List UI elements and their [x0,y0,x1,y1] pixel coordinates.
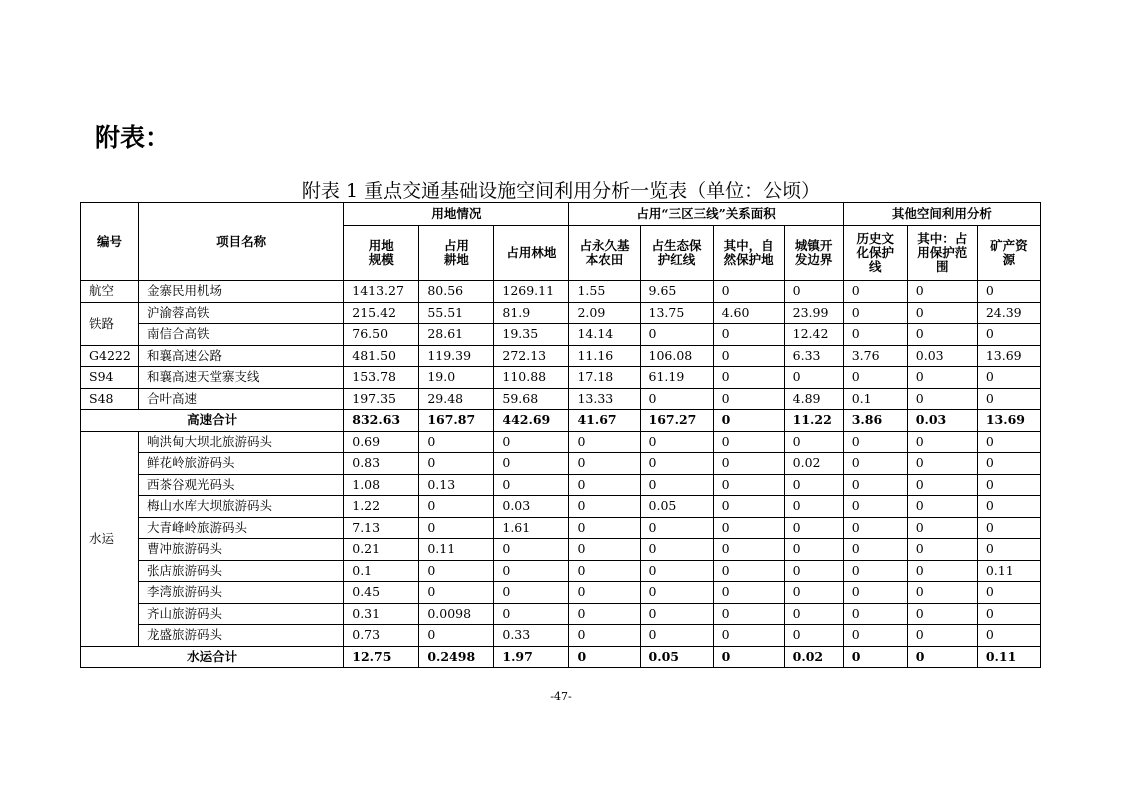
cell-value: 17.18 [569,367,640,389]
cell-value: 0.31 [344,603,419,625]
row-project-name: 大青峰岭旅游码头 [139,517,344,539]
cell-value: 61.19 [640,367,713,389]
cell-value: 0.03 [494,496,569,518]
cell-value: 0 [907,281,977,303]
cell-value: 0.69 [344,431,419,453]
cell-value: 11.16 [569,345,640,367]
cell-value: 0 [907,603,977,625]
cell-value: 0 [419,517,494,539]
header-col-3: 占用林地 [494,226,569,281]
cell-value: 41.67 [569,410,640,432]
row-project-name: 鲜花岭旅游码头 [139,453,344,475]
cell-value: 0 [907,539,977,561]
cell-value: 24.39 [977,302,1040,324]
row-group: 航空 [81,281,139,303]
cell-value: 1.22 [344,496,419,518]
cell-value: 0.02 [784,646,843,668]
cell-value: 1413.27 [344,281,419,303]
cell-value: 0 [640,474,713,496]
total-label: 高速合计 [81,410,344,432]
row-project-name: 张店旅游码头 [139,560,344,582]
cell-value: 55.51 [419,302,494,324]
cell-value: 0 [907,560,977,582]
cell-value: 0.0098 [419,603,494,625]
cell-value: 0 [784,496,843,518]
cell-value: 0 [977,453,1040,475]
cell-value: 0 [713,474,784,496]
cell-value: 1.55 [569,281,640,303]
cell-value: 0 [843,302,907,324]
cell-value: 0 [419,496,494,518]
page-number: -47- [550,690,572,703]
row-project-name: 沪渝蓉高铁 [139,302,344,324]
cell-value: 0.21 [344,539,419,561]
cell-value: 0 [569,453,640,475]
cell-value: 0 [494,453,569,475]
cell-value: 0 [713,496,784,518]
cell-value: 0 [640,603,713,625]
table-row [81,324,1041,346]
cell-value: 0.45 [344,582,419,604]
row-group: 水运 [81,431,139,646]
header-group-three-zones: 占用“三区三线”关系面积 [569,203,843,226]
cell-value: 272.13 [494,345,569,367]
cell-value: 0 [640,388,713,410]
table-caption: 附表 1 重点交通基础设施空间利用分析一览表（单位：公顷） [301,180,821,202]
data-table [80,202,1041,668]
cell-value: 0 [907,324,977,346]
cell-value: 0 [713,388,784,410]
cell-value: 0 [784,517,843,539]
row-project-name: 西茶谷观光码头 [139,474,344,496]
cell-value: 12.75 [344,646,419,668]
cell-value: 0 [713,646,784,668]
row-project-name: 李湾旅游码头 [139,582,344,604]
cell-value: 0.1 [843,388,907,410]
row-project-name: 响洪甸大坝北旅游码头 [139,431,344,453]
cell-value: 0 [569,496,640,518]
cell-value: 0 [907,625,977,647]
cell-value: 0 [907,474,977,496]
cell-value: 0 [784,560,843,582]
row-project-name: 和襄高速公路 [139,345,344,367]
cell-value: 0.05 [640,496,713,518]
cell-value: 13.69 [977,410,1040,432]
cell-value: 167.87 [419,410,494,432]
cell-value: 0 [907,431,977,453]
cell-value: 4.60 [713,302,784,324]
cell-value: 0 [977,517,1040,539]
cell-value: 1269.11 [494,281,569,303]
cell-value: 0 [843,646,907,668]
cell-value: 0 [784,603,843,625]
header-col-8: 历史文 化保护 线 [843,226,907,281]
cell-value: 0 [494,539,569,561]
header-col-7: 城镇开 发边界 [784,226,843,281]
header-col-6: 其中，自 然保护地 [713,226,784,281]
cell-value: 6.33 [784,345,843,367]
cell-value: 0 [569,603,640,625]
table-row [81,625,1041,647]
cell-value: 0 [640,453,713,475]
row-project-name: 和襄高速天堂寨支线 [139,367,344,389]
cell-value: 13.75 [640,302,713,324]
cell-value: 0 [784,582,843,604]
cell-value: 0 [640,517,713,539]
cell-value: 0 [494,474,569,496]
header-col-2: 占用 耕地 [419,226,494,281]
cell-value: 0.03 [907,410,977,432]
row-project-name: 南信合高铁 [139,324,344,346]
table-row [81,388,1041,410]
row-project-name: 合叶高速 [139,388,344,410]
header-col-10: 矿产资 源 [977,226,1040,281]
cell-value: 0 [977,324,1040,346]
cell-value: 0 [419,560,494,582]
cell-value: 23.99 [784,302,843,324]
cell-value: 13.33 [569,388,640,410]
cell-value: 28.61 [419,324,494,346]
cell-value: 0 [494,603,569,625]
cell-value: 442.69 [494,410,569,432]
cell-value: 0 [843,560,907,582]
header-group-land-use: 用地情况 [344,203,569,226]
table-row [81,603,1041,625]
cell-value: 0 [713,582,784,604]
cell-value: 0 [843,625,907,647]
cell-value: 0.1 [344,560,419,582]
cell-value: 0.73 [344,625,419,647]
cell-value: 215.42 [344,302,419,324]
header-col-1: 用地 规模 [344,226,419,281]
cell-value: 0 [494,431,569,453]
cell-value: 0 [843,582,907,604]
cell-value: 119.39 [419,345,494,367]
cell-value: 0 [713,517,784,539]
cell-value: 0 [843,367,907,389]
table-row [81,302,1041,324]
cell-value: 0 [713,431,784,453]
cell-value: 1.08 [344,474,419,496]
cell-value: 0 [640,324,713,346]
cell-value: 11.22 [784,410,843,432]
cell-value: 0 [640,431,713,453]
cell-value: 0 [907,367,977,389]
cell-value: 0 [784,625,843,647]
cell-value: 81.9 [494,302,569,324]
table-row [81,431,1041,453]
cell-value: 13.69 [977,345,1040,367]
cell-value: 0.11 [419,539,494,561]
cell-value: 0 [907,388,977,410]
cell-value: 0 [569,474,640,496]
cell-value: 59.68 [494,388,569,410]
table-row [81,345,1041,367]
cell-value: 0 [713,367,784,389]
cell-value: 0 [713,281,784,303]
cell-value: 0 [977,539,1040,561]
cell-value: 0 [640,582,713,604]
table-row [81,496,1041,518]
cell-value: 0 [907,302,977,324]
table-row [81,560,1041,582]
cell-value: 0 [907,453,977,475]
header-name: 项目名称 [139,203,344,281]
cell-value: 110.88 [494,367,569,389]
cell-value: 0 [569,646,640,668]
cell-value: 0 [713,410,784,432]
cell-value: 0.02 [784,453,843,475]
cell-value: 0 [784,474,843,496]
row-id: G4222 [81,345,139,367]
cell-value: 0 [977,625,1040,647]
header-col-9: 其中：占 用保护范 围 [907,226,977,281]
cell-value: 1.61 [494,517,569,539]
section-heading: 附表： [95,123,171,152]
cell-value: 0 [713,625,784,647]
cell-value: 0 [569,582,640,604]
cell-value: 80.56 [419,281,494,303]
cell-value: 19.0 [419,367,494,389]
header-col-5: 占生态保 护红线 [640,226,713,281]
cell-value: 0 [843,496,907,518]
cell-value: 0 [977,474,1040,496]
cell-value: 76.50 [344,324,419,346]
table-total-row [81,646,1041,668]
row-project-name: 梅山水库大坝旅游码头 [139,496,344,518]
table-row [81,367,1041,389]
cell-value: 0 [640,560,713,582]
cell-value: 0 [640,625,713,647]
cell-value: 0 [419,453,494,475]
cell-value: 0.05 [640,646,713,668]
cell-value: 0 [977,388,1040,410]
cell-value: 0 [907,496,977,518]
table-row [81,539,1041,561]
cell-value: 0 [843,453,907,475]
row-group: 铁路 [81,302,139,345]
cell-value: 0 [907,517,977,539]
cell-value: 0 [494,560,569,582]
cell-value: 153.78 [344,367,419,389]
cell-value: 0 [569,625,640,647]
table-row [81,582,1041,604]
row-project-name: 齐山旅游码头 [139,603,344,625]
cell-value: 0 [843,474,907,496]
cell-value: 481.50 [344,345,419,367]
cell-value: 0 [569,431,640,453]
cell-value: 29.48 [419,388,494,410]
cell-value: 0 [843,517,907,539]
cell-value: 0.03 [907,345,977,367]
row-project-name: 龙盛旅游码头 [139,625,344,647]
cell-value: 0 [977,281,1040,303]
cell-value: 0 [907,646,977,668]
cell-value: 0 [569,517,640,539]
header-row-1 [81,203,1041,226]
cell-value: 0 [977,582,1040,604]
cell-value: 0 [784,367,843,389]
table-row [81,281,1041,303]
cell-value: 0 [907,582,977,604]
cell-value: 0 [843,431,907,453]
table-row [81,453,1041,475]
cell-value: 1.97 [494,646,569,668]
cell-value: 0.83 [344,453,419,475]
cell-value: 0 [977,431,1040,453]
cell-value: 0 [713,324,784,346]
cell-value: 0 [977,603,1040,625]
cell-value: 0.13 [419,474,494,496]
cell-value: 0 [843,324,907,346]
row-id: S94 [81,367,139,389]
row-id: S48 [81,388,139,410]
cell-value: 0 [977,496,1040,518]
cell-value: 0 [640,539,713,561]
cell-value: 19.35 [494,324,569,346]
header-group-other: 其他空间利用分析 [843,203,1040,226]
cell-value: 0.2498 [419,646,494,668]
cell-value: 167.27 [640,410,713,432]
cell-value: 0 [713,539,784,561]
cell-value: 0 [569,539,640,561]
cell-value: 197.35 [344,388,419,410]
table-total-row [81,410,1041,432]
cell-value: 14.14 [569,324,640,346]
cell-value: 9.65 [640,281,713,303]
header-id: 编号 [81,203,139,281]
cell-value: 0 [843,603,907,625]
cell-value: 7.13 [344,517,419,539]
table-row [81,474,1041,496]
cell-value: 0.11 [977,646,1040,668]
cell-value: 0 [713,560,784,582]
header-col-4: 占永久基 本农田 [569,226,640,281]
cell-value: 0 [494,582,569,604]
cell-value: 3.76 [843,345,907,367]
cell-value: 0.11 [977,560,1040,582]
cell-value: 106.08 [640,345,713,367]
cell-value: 0 [419,431,494,453]
cell-value: 0 [784,431,843,453]
cell-value: 0 [843,539,907,561]
cell-value: 0 [843,281,907,303]
cell-value: 0 [784,539,843,561]
cell-value: 0.33 [494,625,569,647]
table-row [81,517,1041,539]
cell-value: 0 [419,582,494,604]
cell-value: 12.42 [784,324,843,346]
cell-value: 0 [713,603,784,625]
cell-value: 0 [713,345,784,367]
row-project-name: 金寨民用机场 [139,281,344,303]
cell-value: 832.63 [344,410,419,432]
cell-value: 4.89 [784,388,843,410]
cell-value: 0 [784,281,843,303]
cell-value: 2.09 [569,302,640,324]
cell-value: 0 [569,560,640,582]
cell-value: 0 [977,367,1040,389]
cell-value: 0 [713,453,784,475]
total-label: 水运合计 [81,646,344,668]
row-project-name: 曹冲旅游码头 [139,539,344,561]
cell-value: 3.86 [843,410,907,432]
cell-value: 0 [419,625,494,647]
